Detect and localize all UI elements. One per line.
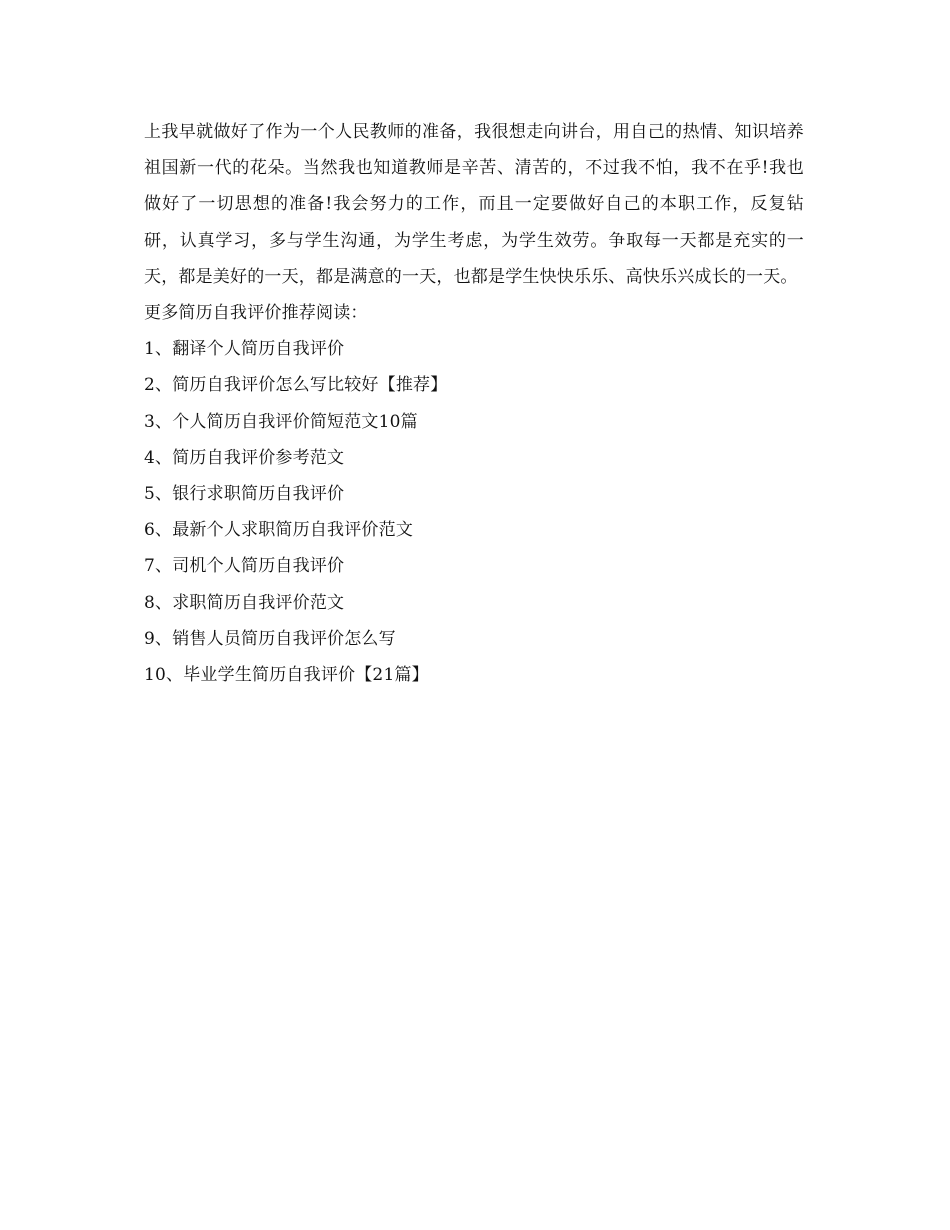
recommend-item-9[interactable]: 9、销售人员简历自我评价怎么写 — [144, 628, 396, 649]
recommend-item-10[interactable]: 10、毕业学生简历自我评价【21篇】 — [144, 665, 429, 686]
body-paragraph: 上我早就做好了作为一个人民教师的准备，我很想走向讲台，用自己的热情、知识培养祖国新一代的花朵。当然我也知道教师是辛苦、清苦的，不过我不怕，我不在乎!我也做好了一切思想的准备!我会努力的工作，而且一定要做好自己的本职工作，反复钻研，认真学习，多与学生沟通，为学生考虑，为学生效劳。争取每一天都是充实的一天，都是美好的一天，都是满意的一天，也都是学生快快乐乐、高快乐兴成长的一天。 — [144, 122, 804, 287]
recommend-item-5[interactable]: 5、银行求职简历自我评价 — [144, 484, 345, 505]
recommend-item-4[interactable]: 4、简历自我评价参考范文 — [144, 447, 345, 468]
recommend-item-2[interactable]: 2、简历自我评价怎么写比较好【推荐】 — [144, 375, 448, 396]
recommend-list — [144, 331, 804, 693]
recommend-heading: 更多简历自我评价推荐阅读： — [144, 303, 368, 324]
document-content — [144, 114, 804, 693]
recommend-item-8[interactable]: 8、求职简历自我评价范文 — [144, 592, 345, 613]
recommend-item-1[interactable]: 1、翻译个人简历自我评价 — [144, 339, 345, 360]
recommend-item-7[interactable]: 7、司机个人简历自我评价 — [144, 556, 345, 577]
recommend-item-3[interactable]: 3、个人简历自我评价简短范文10篇 — [144, 411, 418, 432]
recommend-item-6[interactable]: 6、最新个人求职简历自我评价范文 — [144, 520, 414, 541]
